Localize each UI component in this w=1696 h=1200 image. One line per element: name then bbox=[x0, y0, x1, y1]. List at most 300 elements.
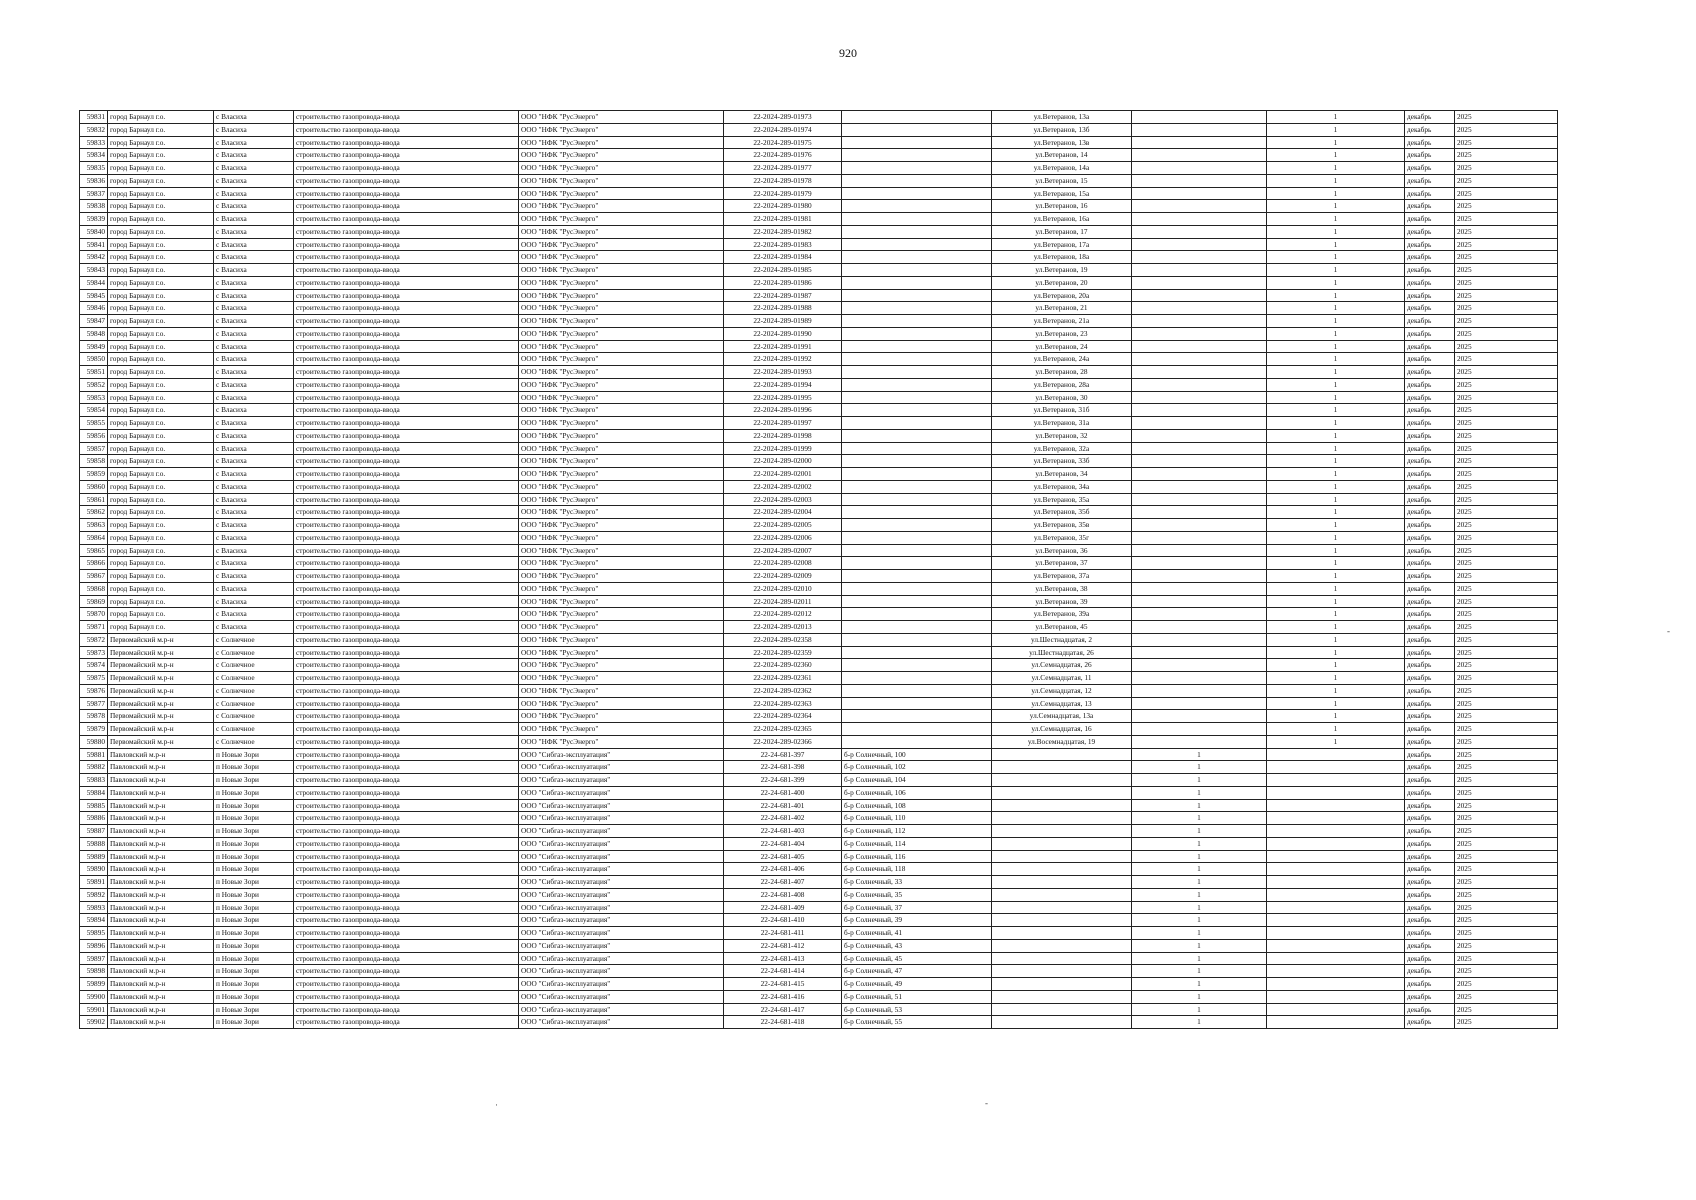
cell-settlement: с Власиха bbox=[214, 531, 294, 544]
cell-address-boulevard bbox=[842, 238, 992, 251]
cell-quantity-b: 1 bbox=[1267, 404, 1405, 417]
cell-year: 2025 bbox=[1455, 735, 1558, 748]
cell-year: 2025 bbox=[1455, 251, 1558, 264]
cell-row-number: 59873 bbox=[80, 646, 108, 659]
cell-address-street: ул.Ветеранов, 31а bbox=[992, 417, 1132, 430]
cell-quantity-b: 1 bbox=[1267, 238, 1405, 251]
cell-settlement: п Новые Зори bbox=[214, 927, 294, 940]
cell-settlement: с Власиха bbox=[214, 455, 294, 468]
cell-municipality: город Барнаул г.о. bbox=[108, 595, 214, 608]
cell-municipality: Первомайский м.р-н bbox=[108, 633, 214, 646]
table-row bbox=[80, 990, 1558, 1003]
cell-address-boulevard bbox=[842, 684, 992, 697]
table-row bbox=[80, 123, 1558, 136]
cell-quantity-a bbox=[1132, 519, 1267, 532]
cell-settlement: п Новые Зори bbox=[214, 888, 294, 901]
cell-quantity-b bbox=[1267, 850, 1405, 863]
cell-quantity-a: 1 bbox=[1132, 939, 1267, 952]
cell-quantity-b bbox=[1267, 901, 1405, 914]
cell-settlement: с Власиха bbox=[214, 570, 294, 583]
cell-municipality: город Барнаул г.о. bbox=[108, 608, 214, 621]
cell-address-boulevard bbox=[842, 327, 992, 340]
cell-month: декабрь bbox=[1405, 149, 1455, 162]
cell-work-type: строительство газопровода-ввода bbox=[294, 111, 519, 124]
cell-year: 2025 bbox=[1455, 621, 1558, 634]
cell-application-number: 22-24-681-405 bbox=[724, 850, 842, 863]
cell-quantity-b: 1 bbox=[1267, 710, 1405, 723]
cell-address-street: ул.Ветеранов, 16 bbox=[992, 200, 1132, 213]
cell-work-type: строительство газопровода-ввода bbox=[294, 238, 519, 251]
cell-municipality: город Барнаул г.о. bbox=[108, 302, 214, 315]
cell-year: 2025 bbox=[1455, 391, 1558, 404]
cell-month: декабрь bbox=[1405, 927, 1455, 940]
cell-organization: ООО "НФК "РусЭнерго" bbox=[519, 646, 724, 659]
cell-row-number: 59890 bbox=[80, 863, 108, 876]
cell-row-number: 59858 bbox=[80, 455, 108, 468]
cell-work-type: строительство газопровода-ввода bbox=[294, 264, 519, 277]
table-row bbox=[80, 225, 1558, 238]
cell-organization: ООО "НФК "РусЭнерго" bbox=[519, 697, 724, 710]
cell-settlement: п Новые Зори bbox=[214, 786, 294, 799]
cell-organization: ООО "Сибгаз-эксплуатация" bbox=[519, 812, 724, 825]
cell-quantity-b bbox=[1267, 799, 1405, 812]
cell-settlement: с Власиха bbox=[214, 595, 294, 608]
cell-work-type: строительство газопровода-ввода bbox=[294, 978, 519, 991]
cell-month: декабрь bbox=[1405, 315, 1455, 328]
cell-row-number: 59879 bbox=[80, 723, 108, 736]
cell-municipality: город Барнаул г.о. bbox=[108, 327, 214, 340]
cell-application-number: 22-2024-289-01987 bbox=[724, 289, 842, 302]
cell-quantity-a bbox=[1132, 123, 1267, 136]
table-row bbox=[80, 799, 1558, 812]
cell-quantity-b: 1 bbox=[1267, 136, 1405, 149]
cell-work-type: строительство газопровода-ввода bbox=[294, 378, 519, 391]
cell-address-street bbox=[992, 748, 1132, 761]
table-row bbox=[80, 825, 1558, 838]
cell-row-number: 59894 bbox=[80, 914, 108, 927]
cell-address-street: ул.Ветеранов, 32 bbox=[992, 429, 1132, 442]
cell-address-street: ул.Ветеранов, 18а bbox=[992, 251, 1132, 264]
cell-year: 2025 bbox=[1455, 404, 1558, 417]
cell-quantity-b: 1 bbox=[1267, 251, 1405, 264]
cell-organization: ООО "НФК "РусЭнерго" bbox=[519, 468, 724, 481]
cell-year: 2025 bbox=[1455, 327, 1558, 340]
table-row bbox=[80, 608, 1558, 621]
cell-address-street: ул.Ветеранов, 35а bbox=[992, 493, 1132, 506]
cell-address-boulevard: б-р Солнечный, 45 bbox=[842, 952, 992, 965]
cell-row-number: 59882 bbox=[80, 761, 108, 774]
cell-address-boulevard bbox=[842, 302, 992, 315]
cell-work-type: строительство газопровода-ввода bbox=[294, 213, 519, 226]
cell-settlement: п Новые Зори bbox=[214, 799, 294, 812]
table-row bbox=[80, 519, 1558, 532]
scan-mark: · bbox=[495, 1100, 498, 1110]
cell-year: 2025 bbox=[1455, 162, 1558, 175]
cell-year: 2025 bbox=[1455, 799, 1558, 812]
cell-row-number: 59852 bbox=[80, 378, 108, 391]
cell-quantity-b bbox=[1267, 825, 1405, 838]
cell-work-type: строительство газопровода-ввода bbox=[294, 251, 519, 264]
cell-row-number: 59856 bbox=[80, 429, 108, 442]
cell-address-boulevard bbox=[842, 315, 992, 328]
cell-settlement: с Власиха bbox=[214, 582, 294, 595]
table-row bbox=[80, 812, 1558, 825]
cell-quantity-a: 1 bbox=[1132, 888, 1267, 901]
cell-year: 2025 bbox=[1455, 774, 1558, 787]
cell-month: декабрь bbox=[1405, 799, 1455, 812]
gas-connection-registry-table bbox=[79, 110, 1558, 1029]
cell-month: декабрь bbox=[1405, 1016, 1455, 1029]
cell-organization: ООО "НФК "РусЭнерго" bbox=[519, 544, 724, 557]
cell-quantity-b: 1 bbox=[1267, 429, 1405, 442]
cell-address-boulevard bbox=[842, 276, 992, 289]
cell-quantity-b: 1 bbox=[1267, 455, 1405, 468]
cell-address-street: ул.Шестнадцатая, 26 bbox=[992, 646, 1132, 659]
cell-quantity-a bbox=[1132, 187, 1267, 200]
cell-quantity-a bbox=[1132, 672, 1267, 685]
cell-work-type: строительство газопровода-ввода bbox=[294, 774, 519, 787]
cell-settlement: с Солнечное bbox=[214, 710, 294, 723]
cell-address-boulevard bbox=[842, 200, 992, 213]
cell-address-boulevard bbox=[842, 251, 992, 264]
cell-quantity-a bbox=[1132, 302, 1267, 315]
registry-body bbox=[80, 111, 1558, 1029]
cell-address-street: ул.Ветеранов, 37а bbox=[992, 570, 1132, 583]
cell-address-boulevard bbox=[842, 608, 992, 621]
cell-year: 2025 bbox=[1455, 225, 1558, 238]
cell-quantity-a bbox=[1132, 493, 1267, 506]
cell-organization: ООО "НФК "РусЭнерго" bbox=[519, 480, 724, 493]
cell-month: декабрь bbox=[1405, 939, 1455, 952]
cell-row-number: 59834 bbox=[80, 149, 108, 162]
cell-quantity-b: 1 bbox=[1267, 162, 1405, 175]
cell-municipality: Павловский м.р-н bbox=[108, 1016, 214, 1029]
cell-address-boulevard: б-р Солнечный, 41 bbox=[842, 927, 992, 940]
cell-quantity-b bbox=[1267, 927, 1405, 940]
cell-settlement: п Новые Зори bbox=[214, 990, 294, 1003]
table-row bbox=[80, 748, 1558, 761]
cell-row-number: 59867 bbox=[80, 570, 108, 583]
cell-year: 2025 bbox=[1455, 238, 1558, 251]
cell-year: 2025 bbox=[1455, 684, 1558, 697]
cell-municipality: Павловский м.р-н bbox=[108, 876, 214, 889]
cell-application-number: 22-2024-289-01995 bbox=[724, 391, 842, 404]
table-row bbox=[80, 952, 1558, 965]
cell-quantity-a bbox=[1132, 608, 1267, 621]
cell-quantity-a bbox=[1132, 162, 1267, 175]
cell-year: 2025 bbox=[1455, 927, 1558, 940]
cell-address-boulevard bbox=[842, 225, 992, 238]
cell-quantity-a bbox=[1132, 238, 1267, 251]
cell-address-street: ул.Ветеранов, 28 bbox=[992, 366, 1132, 379]
cell-quantity-b: 1 bbox=[1267, 174, 1405, 187]
cell-quantity-b bbox=[1267, 965, 1405, 978]
table-row bbox=[80, 735, 1558, 748]
cell-address-boulevard bbox=[842, 429, 992, 442]
cell-work-type: строительство газопровода-ввода bbox=[294, 315, 519, 328]
cell-application-number: 22-24-681-409 bbox=[724, 901, 842, 914]
table-row bbox=[80, 697, 1558, 710]
cell-settlement: п Новые Зори bbox=[214, 863, 294, 876]
cell-month: декабрь bbox=[1405, 595, 1455, 608]
cell-quantity-a bbox=[1132, 289, 1267, 302]
cell-address-boulevard: б-р Солнечный, 51 bbox=[842, 990, 992, 1003]
cell-address-boulevard: б-р Солнечный, 118 bbox=[842, 863, 992, 876]
cell-month: декабрь bbox=[1405, 990, 1455, 1003]
cell-row-number: 59868 bbox=[80, 582, 108, 595]
cell-organization: ООО "НФК "РусЭнерго" bbox=[519, 213, 724, 226]
cell-row-number: 59846 bbox=[80, 302, 108, 315]
cell-work-type: строительство газопровода-ввода bbox=[294, 123, 519, 136]
cell-month: декабрь bbox=[1405, 289, 1455, 302]
cell-address-street: ул.Ветеранов, 24а bbox=[992, 353, 1132, 366]
cell-address-boulevard bbox=[842, 672, 992, 685]
cell-quantity-a bbox=[1132, 570, 1267, 583]
cell-work-type: строительство газопровода-ввода bbox=[294, 825, 519, 838]
table-row bbox=[80, 659, 1558, 672]
cell-address-boulevard bbox=[842, 697, 992, 710]
cell-municipality: город Барнаул г.о. bbox=[108, 378, 214, 391]
table-row bbox=[80, 939, 1558, 952]
cell-municipality: город Барнаул г.о. bbox=[108, 366, 214, 379]
cell-organization: ООО "Сибгаз-эксплуатация" bbox=[519, 786, 724, 799]
cell-address-street bbox=[992, 901, 1132, 914]
cell-month: декабрь bbox=[1405, 366, 1455, 379]
table-row bbox=[80, 582, 1558, 595]
cell-address-boulevard bbox=[842, 340, 992, 353]
cell-application-number: 22-2024-289-01983 bbox=[724, 238, 842, 251]
cell-row-number: 59840 bbox=[80, 225, 108, 238]
cell-settlement: п Новые Зори bbox=[214, 761, 294, 774]
cell-row-number: 59870 bbox=[80, 608, 108, 621]
cell-municipality: Павловский м.р-н bbox=[108, 799, 214, 812]
cell-year: 2025 bbox=[1455, 531, 1558, 544]
cell-quantity-a: 1 bbox=[1132, 978, 1267, 991]
cell-quantity-a bbox=[1132, 621, 1267, 634]
cell-row-number: 59862 bbox=[80, 506, 108, 519]
cell-quantity-b bbox=[1267, 990, 1405, 1003]
cell-organization: ООО "НФК "РусЭнерго" bbox=[519, 582, 724, 595]
cell-address-street bbox=[992, 850, 1132, 863]
cell-work-type: строительство газопровода-ввода bbox=[294, 429, 519, 442]
cell-organization: ООО "НФК "РусЭнерго" bbox=[519, 340, 724, 353]
cell-month: декабрь bbox=[1405, 327, 1455, 340]
cell-application-number: 22-2024-289-02011 bbox=[724, 595, 842, 608]
cell-month: декабрь bbox=[1405, 136, 1455, 149]
cell-address-street bbox=[992, 888, 1132, 901]
cell-settlement: п Новые Зори bbox=[214, 939, 294, 952]
cell-year: 2025 bbox=[1455, 697, 1558, 710]
cell-year: 2025 bbox=[1455, 888, 1558, 901]
cell-work-type: строительство газопровода-ввода bbox=[294, 468, 519, 481]
cell-municipality: Павловский м.р-н bbox=[108, 786, 214, 799]
cell-application-number: 22-24-681-398 bbox=[724, 761, 842, 774]
cell-settlement: с Власиха bbox=[214, 468, 294, 481]
cell-municipality: город Барнаул г.о. bbox=[108, 276, 214, 289]
cell-application-number: 22-2024-289-02364 bbox=[724, 710, 842, 723]
cell-organization: ООО "НФК "РусЭнерго" bbox=[519, 136, 724, 149]
cell-address-street: ул.Ветеранов, 19 bbox=[992, 264, 1132, 277]
cell-address-street: ул.Ветеранов, 13в bbox=[992, 136, 1132, 149]
cell-municipality: город Барнаул г.о. bbox=[108, 353, 214, 366]
table-row bbox=[80, 876, 1558, 889]
table-row bbox=[80, 786, 1558, 799]
cell-month: декабрь bbox=[1405, 353, 1455, 366]
cell-year: 2025 bbox=[1455, 289, 1558, 302]
cell-quantity-a: 1 bbox=[1132, 990, 1267, 1003]
cell-quantity-b: 1 bbox=[1267, 582, 1405, 595]
cell-address-street: ул.Шестнадцатая, 2 bbox=[992, 633, 1132, 646]
cell-row-number: 59887 bbox=[80, 825, 108, 838]
table-row bbox=[80, 136, 1558, 149]
cell-month: декабрь bbox=[1405, 659, 1455, 672]
cell-settlement: с Власиха bbox=[214, 391, 294, 404]
cell-work-type: строительство газопровода-ввода bbox=[294, 786, 519, 799]
cell-organization: ООО "НФК "РусЭнерго" bbox=[519, 238, 724, 251]
cell-year: 2025 bbox=[1455, 659, 1558, 672]
cell-quantity-b: 1 bbox=[1267, 442, 1405, 455]
cell-quantity-b bbox=[1267, 761, 1405, 774]
cell-quantity-b bbox=[1267, 978, 1405, 991]
cell-address-street: ул.Ветеранов, 36 bbox=[992, 544, 1132, 557]
cell-month: декабрь bbox=[1405, 582, 1455, 595]
cell-municipality: Первомайский м.р-н bbox=[108, 672, 214, 685]
cell-quantity-b: 1 bbox=[1267, 480, 1405, 493]
cell-address-street: ул.Ветеранов, 15 bbox=[992, 174, 1132, 187]
cell-address-street bbox=[992, 939, 1132, 952]
cell-quantity-a bbox=[1132, 417, 1267, 430]
cell-organization: ООО "НФК "РусЭнерго" bbox=[519, 455, 724, 468]
cell-settlement: с Солнечное bbox=[214, 697, 294, 710]
cell-quantity-a bbox=[1132, 353, 1267, 366]
cell-settlement: п Новые Зори bbox=[214, 850, 294, 863]
cell-quantity-a: 1 bbox=[1132, 876, 1267, 889]
cell-year: 2025 bbox=[1455, 710, 1558, 723]
cell-quantity-a: 1 bbox=[1132, 927, 1267, 940]
table-row bbox=[80, 633, 1558, 646]
cell-year: 2025 bbox=[1455, 850, 1558, 863]
cell-address-boulevard bbox=[842, 633, 992, 646]
cell-month: декабрь bbox=[1405, 748, 1455, 761]
cell-settlement: с Власиха bbox=[214, 289, 294, 302]
cell-application-number: 22-2024-289-02002 bbox=[724, 480, 842, 493]
cell-address-street: ул.Ветеранов, 33б bbox=[992, 455, 1132, 468]
cell-organization: ООО "НФК "РусЭнерго" bbox=[519, 684, 724, 697]
cell-application-number: 22-2024-289-01994 bbox=[724, 378, 842, 391]
cell-municipality: город Барнаул г.о. bbox=[108, 238, 214, 251]
cell-organization: ООО "Сибгаз-эксплуатация" bbox=[519, 939, 724, 952]
cell-work-type: строительство газопровода-ввода bbox=[294, 417, 519, 430]
cell-row-number: 59884 bbox=[80, 786, 108, 799]
cell-application-number: 22-2024-289-01997 bbox=[724, 417, 842, 430]
cell-quantity-b: 1 bbox=[1267, 289, 1405, 302]
cell-application-number: 22-2024-289-01981 bbox=[724, 213, 842, 226]
cell-municipality: город Барнаул г.о. bbox=[108, 531, 214, 544]
cell-organization: ООО "Сибгаз-эксплуатация" bbox=[519, 799, 724, 812]
cell-settlement: с Власиха bbox=[214, 200, 294, 213]
cell-year: 2025 bbox=[1455, 723, 1558, 736]
cell-address-street: ул.Семнадцатая, 13а bbox=[992, 710, 1132, 723]
cell-application-number: 22-2024-289-01979 bbox=[724, 187, 842, 200]
cell-month: декабрь bbox=[1405, 876, 1455, 889]
cell-row-number: 59880 bbox=[80, 735, 108, 748]
cell-row-number: 59861 bbox=[80, 493, 108, 506]
cell-municipality: город Барнаул г.о. bbox=[108, 621, 214, 634]
cell-year: 2025 bbox=[1455, 480, 1558, 493]
cell-quantity-a bbox=[1132, 149, 1267, 162]
cell-municipality: город Барнаул г.о. bbox=[108, 149, 214, 162]
table-row bbox=[80, 264, 1558, 277]
cell-organization: ООО "НФК "РусЭнерго" bbox=[519, 506, 724, 519]
cell-work-type: строительство газопровода-ввода bbox=[294, 927, 519, 940]
cell-municipality: город Барнаул г.о. bbox=[108, 557, 214, 570]
cell-quantity-b: 1 bbox=[1267, 659, 1405, 672]
cell-month: декабрь bbox=[1405, 761, 1455, 774]
table-row bbox=[80, 557, 1558, 570]
cell-quantity-b bbox=[1267, 837, 1405, 850]
cell-year: 2025 bbox=[1455, 187, 1558, 200]
cell-address-street bbox=[992, 774, 1132, 787]
cell-month: декабрь bbox=[1405, 952, 1455, 965]
cell-work-type: строительство газопровода-ввода bbox=[294, 570, 519, 583]
cell-row-number: 59897 bbox=[80, 952, 108, 965]
cell-quantity-b: 1 bbox=[1267, 302, 1405, 315]
cell-quantity-b: 1 bbox=[1267, 531, 1405, 544]
cell-work-type: строительство газопровода-ввода bbox=[294, 353, 519, 366]
cell-quantity-b: 1 bbox=[1267, 276, 1405, 289]
cell-work-type: строительство газопровода-ввода bbox=[294, 404, 519, 417]
cell-settlement: с Власиха bbox=[214, 429, 294, 442]
cell-quantity-a bbox=[1132, 111, 1267, 124]
cell-address-street: ул.Ветеранов, 30 bbox=[992, 391, 1132, 404]
cell-application-number: 22-2024-289-02359 bbox=[724, 646, 842, 659]
cell-quantity-b: 1 bbox=[1267, 315, 1405, 328]
table-row bbox=[80, 442, 1558, 455]
cell-quantity-a bbox=[1132, 429, 1267, 442]
cell-municipality: город Барнаул г.о. bbox=[108, 225, 214, 238]
cell-settlement: с Власиха bbox=[214, 608, 294, 621]
cell-application-number: 22-2024-289-02010 bbox=[724, 582, 842, 595]
cell-application-number: 22-24-681-415 bbox=[724, 978, 842, 991]
cell-address-street: ул.Ветеранов, 38 bbox=[992, 582, 1132, 595]
cell-quantity-a: 1 bbox=[1132, 748, 1267, 761]
cell-row-number: 59875 bbox=[80, 672, 108, 685]
cell-address-street: ул.Семнадцатая, 12 bbox=[992, 684, 1132, 697]
cell-municipality: город Барнаул г.о. bbox=[108, 391, 214, 404]
cell-quantity-b: 1 bbox=[1267, 391, 1405, 404]
cell-year: 2025 bbox=[1455, 570, 1558, 583]
cell-month: декабрь bbox=[1405, 391, 1455, 404]
cell-application-number: 22-2024-289-02012 bbox=[724, 608, 842, 621]
cell-quantity-b: 1 bbox=[1267, 595, 1405, 608]
cell-municipality: город Барнаул г.о. bbox=[108, 340, 214, 353]
cell-settlement: с Власиха bbox=[214, 276, 294, 289]
cell-quantity-a bbox=[1132, 557, 1267, 570]
cell-settlement: п Новые Зори bbox=[214, 978, 294, 991]
cell-year: 2025 bbox=[1455, 455, 1558, 468]
cell-settlement: с Власиха bbox=[214, 111, 294, 124]
cell-municipality: Первомайский м.р-н bbox=[108, 646, 214, 659]
cell-quantity-b bbox=[1267, 888, 1405, 901]
cell-work-type: строительство газопровода-ввода bbox=[294, 1003, 519, 1016]
cell-address-boulevard bbox=[842, 570, 992, 583]
cell-address-street: ул.Ветеранов, 39 bbox=[992, 595, 1132, 608]
cell-work-type: строительство газопровода-ввода bbox=[294, 850, 519, 863]
table-row bbox=[80, 289, 1558, 302]
cell-quantity-b: 1 bbox=[1267, 200, 1405, 213]
cell-quantity-b: 1 bbox=[1267, 111, 1405, 124]
cell-year: 2025 bbox=[1455, 417, 1558, 430]
